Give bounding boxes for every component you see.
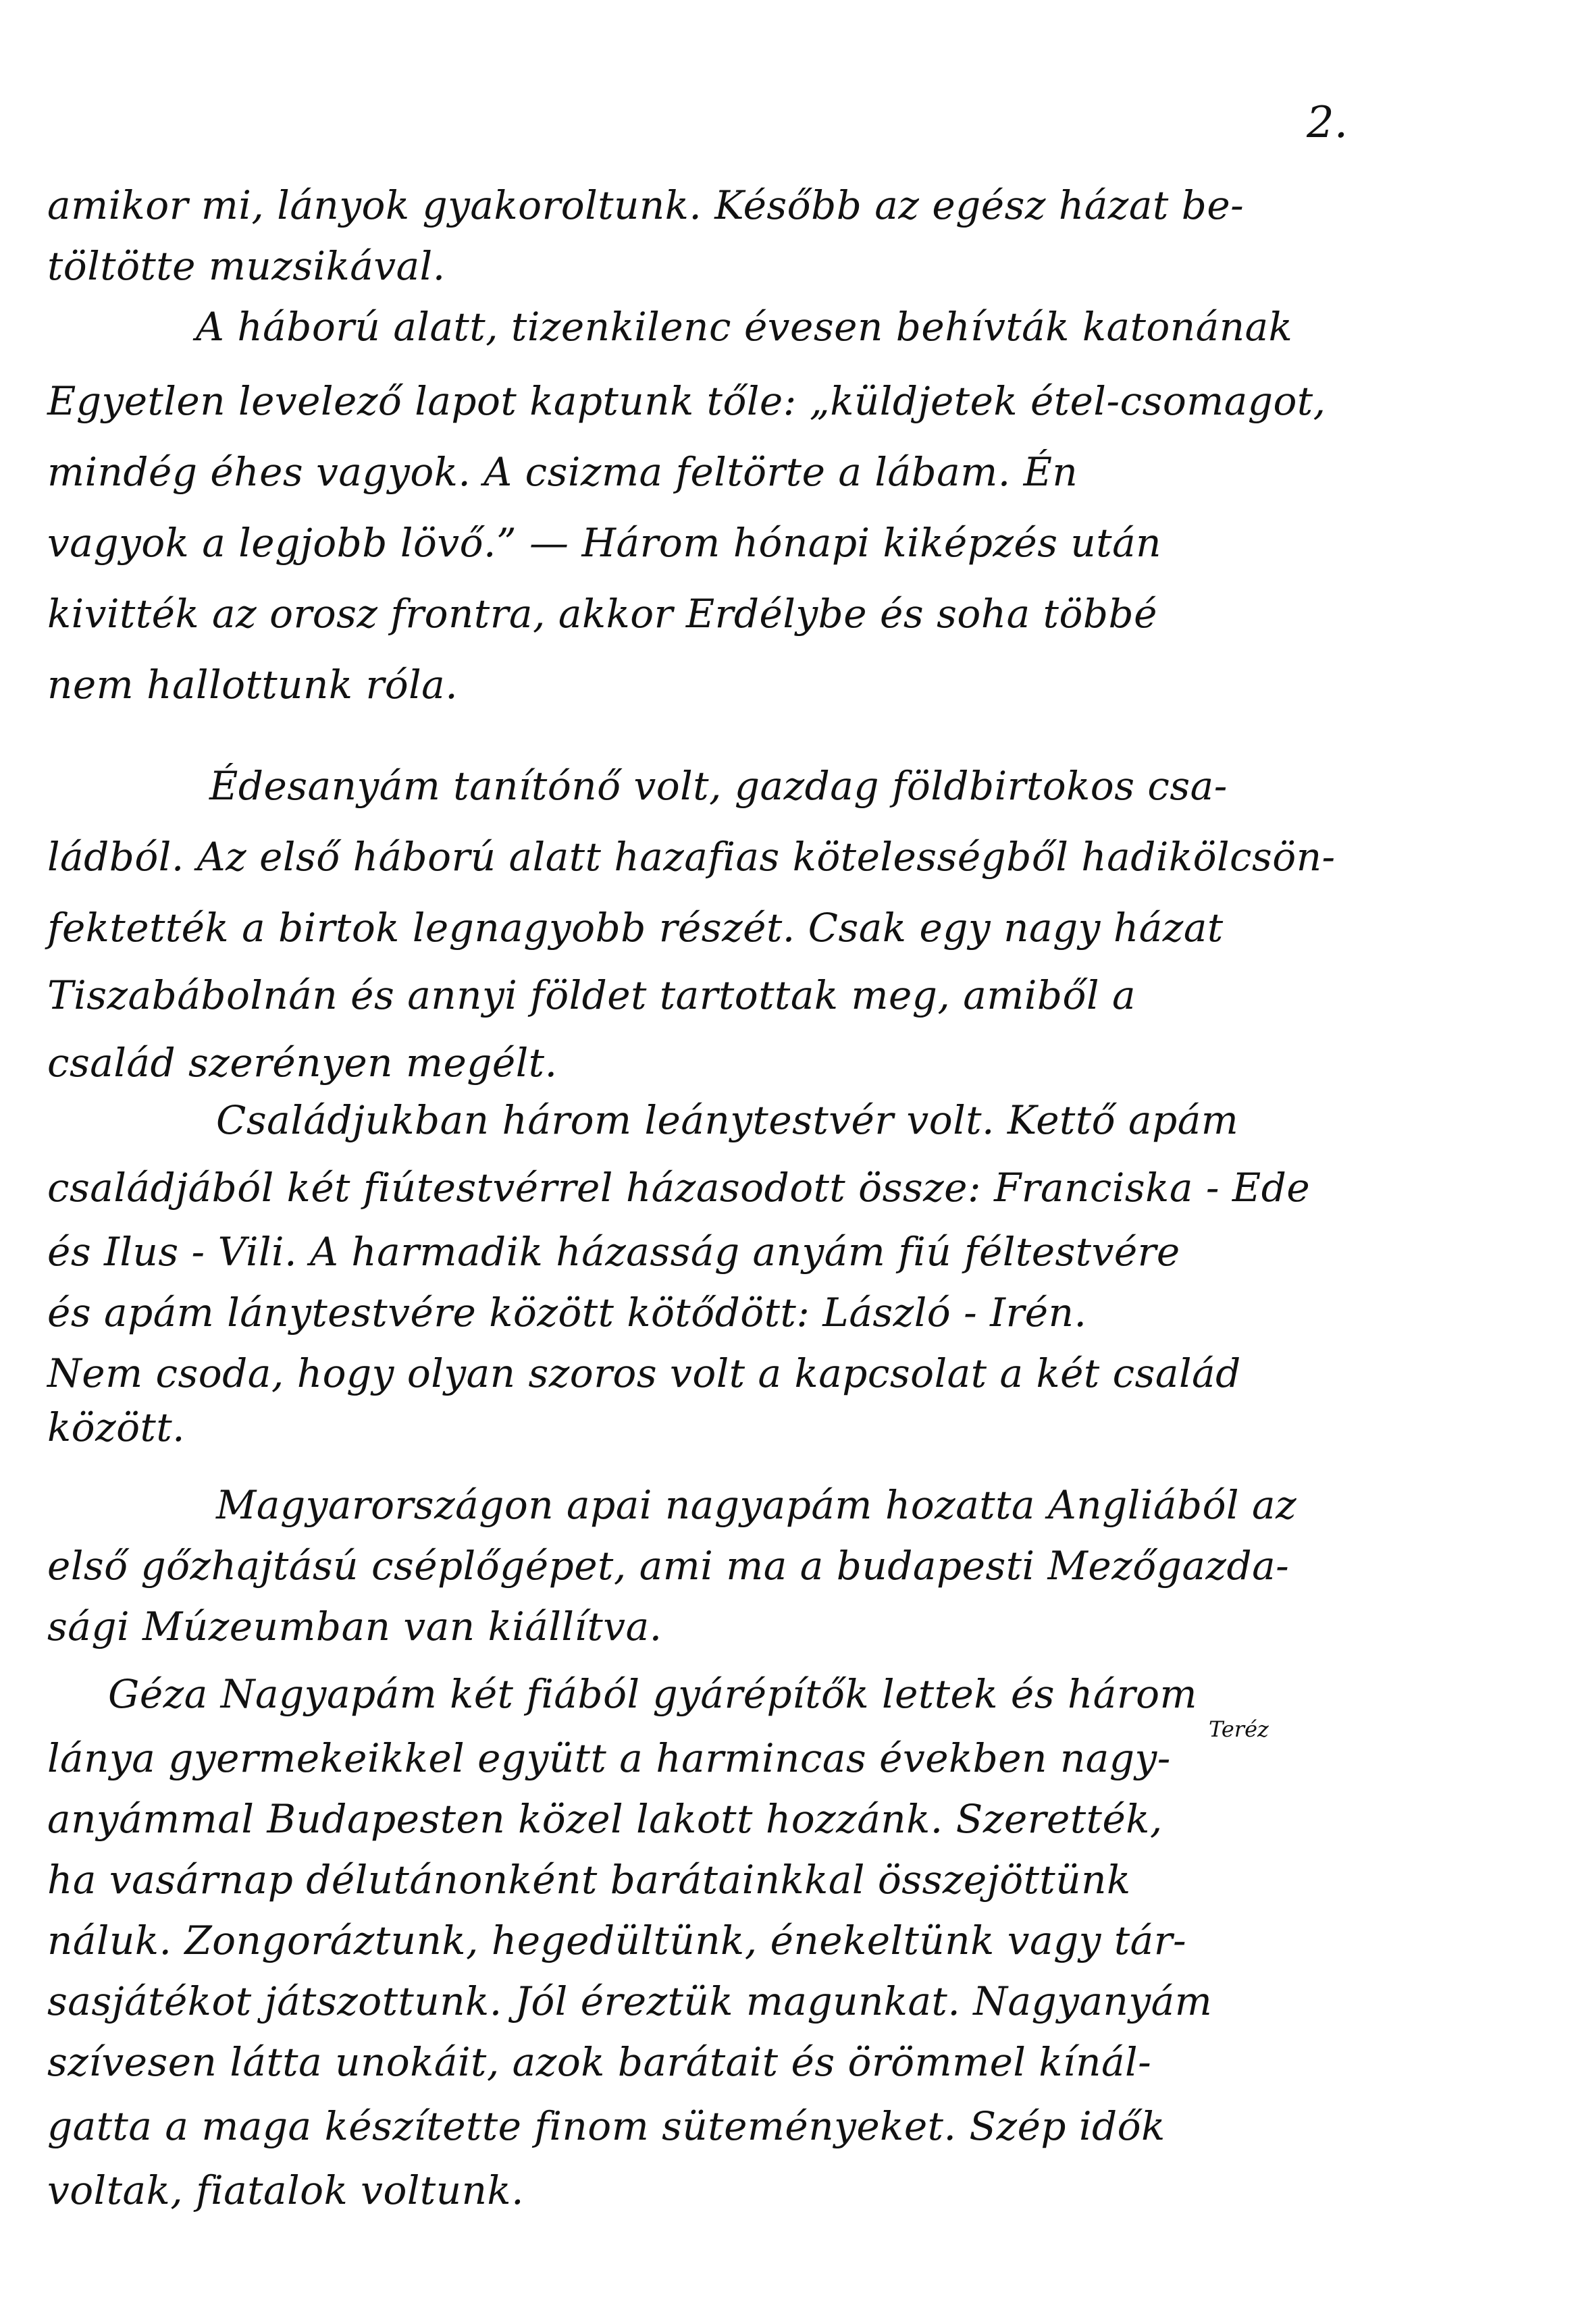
text-line: között. [47,1404,186,1450]
text-line: náluk. Zongoráztunk, hegedültünk, énekeltünk vagy tár- [47,1918,1187,1963]
text-line: Családjukban három leánytestvér volt. Kettő apám [216,1097,1239,1143]
text-line: A háború alatt, tizenkilenc évesen behívták katonának [196,304,1293,350]
text-line: első gőzhajtású cséplőgépet, ami ma a budapesti Mezőgazda- [47,1543,1290,1589]
text-line: voltak, fiatalok voltunk. [47,2167,525,2213]
text-line: Géza Nagyapám két fiából gyárépítők lettek és három [108,1671,1198,1717]
text-line: és apám lánytestvére között kötődött: László - Irén. [47,1290,1087,1336]
text-line: fektették a birtok legnagyobb részét. Csak egy nagy házat [47,905,1224,951]
text-line: sasjátékot játszottunk. Jól éreztük magunkat. Nagyanyám [47,1978,1213,2024]
page-number: 2. [1307,98,1348,148]
text-line: vagyok a legjobb lövő.” — Három hónapi kiképzés után [47,520,1161,566]
text-line: családjából két fiútestvérrel házasodott össze: Franciska - Ede [47,1165,1311,1211]
text-line: és Ilus - Vili. A harmadik házasság anyám fiú féltestvére [47,1229,1180,1275]
text-line: Édesanyám tanítónő volt, gazdag földbirtokos csa- [209,763,1228,809]
text-line: gatta a maga készítette finom süteményeket. Szép idők [47,2103,1165,2149]
text-line: kivitték az orosz frontra, akkor Erdélybe és soha többé [47,591,1157,637]
text-line: Tiszabábolnán és annyi földet tartottak meg, amiből a [47,972,1136,1018]
text-line: nem hallottunk róla. [47,662,459,708]
text-line: lánya gyermekeikkel együtt a harmincas években nagy- [47,1735,1171,1781]
text-line: Egyetlen levelező lapot kaptunk tőle: „küldjetek étel-csomagot, [47,378,1326,424]
text-line: amikor mi, lányok gyakoroltunk. Később az egész házat be- [47,182,1244,228]
text-line: Magyarországon apai nagyapám hozatta Angliából az [216,1482,1297,1528]
text-line: Nem csoda, hogy olyan szoros volt a kapcsolat a két család [47,1350,1241,1396]
text-line: szívesen látta unokáit, azok barátait és örömmel kínál- [47,2039,1152,2085]
text-line: mindég éhes vagyok. A csizma feltörte a lábam. Én [47,449,1078,495]
text-line: ha vasárnap délutánonként barátainkkal összejöttünk [47,1857,1131,1903]
text-line: család szerényen megélt. [47,1040,558,1086]
insertion-note: Teréz [1209,1716,1269,1742]
text-line: töltötte muzsikával. [47,243,446,289]
text-line: anyámmal Budapesten közel lakott hozzánk. Szerették, [47,1796,1163,1842]
text-line: ládból. Az első háború alatt hazafias kötelességből hadikölcsön- [47,834,1336,880]
text-line: sági Múzeumban van kiállítva. [47,1604,662,1649]
